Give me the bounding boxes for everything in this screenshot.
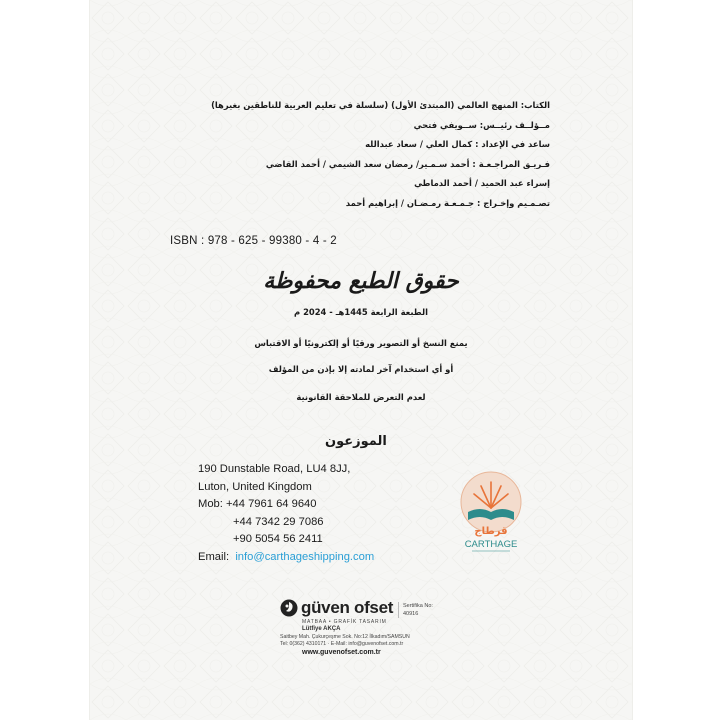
printer-brand: güven ofset [301,598,394,617]
printer-contact [280,626,410,656]
isbn: ISBN : 978 - 625 - 99380 - 4 - 2 [170,235,337,247]
review-team-line-2: إسراء عبد الحميد / أحمد الدماطي [414,178,550,189]
credits-block [170,96,550,214]
copyright-notice-line-1: يمنع النسخ أو التصوير ورقيًا أو إلكترونيًا أو الاقتباس [254,338,468,348]
carthage-logo [450,468,532,560]
printer-subtitle: MATBAA • GRAFİK TASARIM [302,619,387,625]
printer-phone-email: Tel: 0(362) 4310171 · E-Mail: info@guvenofset.com.tr [280,641,404,648]
distributors-heading: الموزعون [325,434,387,449]
edition-line: الطبعة الرابعة 1445هـ - 2024 م [294,307,428,317]
mob-label: Mob: [198,498,223,511]
email-link[interactable]: info@carthageshipping.com [235,550,375,563]
certificate-label: Sertifika No: [403,603,433,609]
certificate-number: 40916 [403,611,419,617]
printer-address: Saitbey Mah. Çukurçeşme Sok. No:12 İlkadım/SAMSUN [280,633,410,640]
printer-contact-name: Lütfiye AKÇA [302,626,341,632]
email-label: Email: [198,550,230,563]
copyright-page [90,0,632,720]
printer-info [280,596,460,666]
certificate-block [398,602,433,618]
carthage-name: CARTHAGE [464,539,518,550]
distributor-contact [198,461,374,567]
phone-number-1: +44 7961 64 9640 [225,498,317,511]
email-line [198,549,374,567]
design-layout-line: تصـمـيم وإخـراج : جـمـعـة رمـضـان / إبراهيم أحمد [345,197,550,208]
review-team-line: فـريـق المراجـعـة : أحمد سـمـير/ رمضان سعد الشيمي / أحمد القاضي [265,158,550,169]
copyright-notice-line-2: أو أي استخدام آخر لمادته إلا بإذن من المؤلف [268,364,454,374]
carthage-arabic-name: قرطاج [474,526,508,537]
printer-website[interactable]: www.guvenofset.com.tr [302,648,381,656]
book-title-line: الكتاب: المنهج العالمي (المبتدئ الأول) (سلسلة في تعليم العربية للناطقين بغيرها) [211,100,550,110]
phone-line-1 [198,496,374,514]
preparation-assistants-line: ساعد في الإعداد : كمال العلي / سعاد عبدالله [365,139,550,150]
guven-ofset-logo-icon [280,599,298,617]
phone-number-3: +90 5054 56 2411 [233,533,323,546]
copyright-notice-line-3: لعدم التعرض للملاحقة القانونية [296,392,426,402]
copyright-calligraphy-title: حقوق الطبع محفوظة [263,268,459,294]
address-line-2: Luton, United Kingdom [198,480,312,493]
main-author-line: مــؤلــف رئيــس: ســويفي فتحي [413,119,550,130]
address-line-1: 190 Dunstable Road, LU4 8JJ, [198,463,351,475]
phone-number-2: +44 7342 29 7086 [233,515,324,528]
